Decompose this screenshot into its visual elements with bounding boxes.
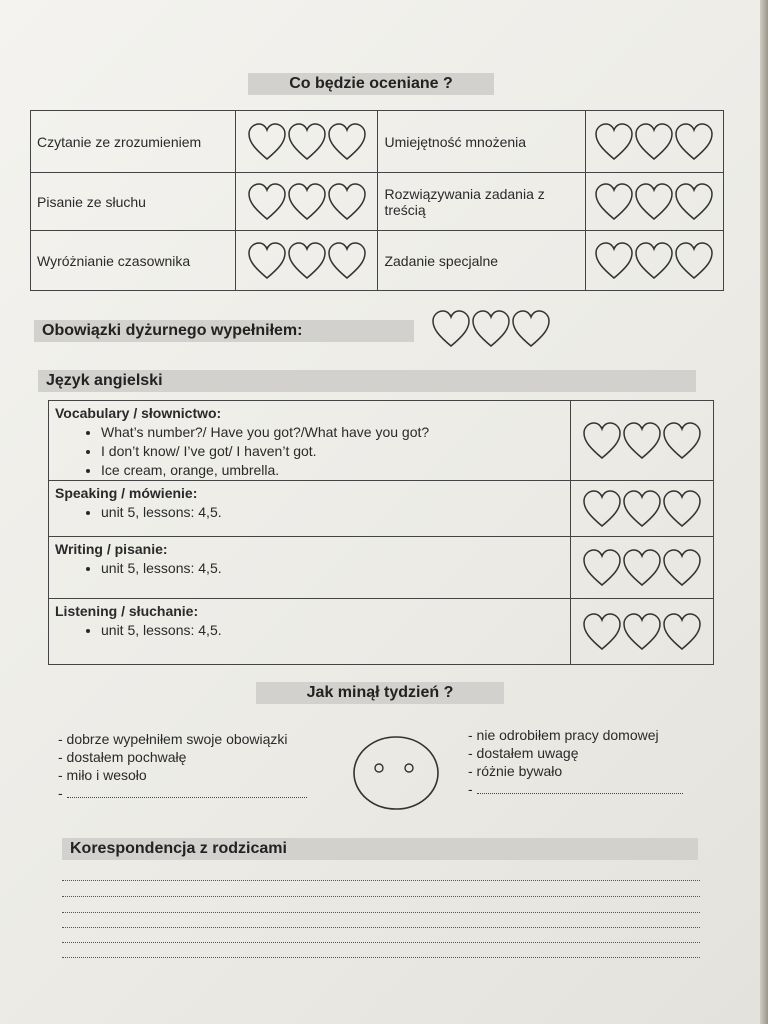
heart-icon bbox=[249, 243, 285, 278]
heart-rating[interactable] bbox=[571, 599, 714, 665]
week-option-blank[interactable]: - bbox=[468, 780, 683, 798]
skills-table bbox=[30, 110, 724, 291]
writing-line[interactable] bbox=[62, 896, 700, 897]
skill-label: Zadanie specjalne bbox=[378, 231, 586, 291]
blank-face-icon bbox=[350, 734, 442, 812]
row-heading: Listening / słuchanie: bbox=[55, 603, 199, 619]
heart-outline-icon bbox=[571, 419, 713, 463]
heart-outline-icon bbox=[571, 610, 713, 654]
heart-icon bbox=[329, 243, 365, 278]
week-options-right bbox=[468, 726, 683, 798]
english-row-writing bbox=[49, 537, 571, 599]
heart-rating[interactable] bbox=[236, 111, 378, 173]
skill-label: Pisanie ze słuchu bbox=[31, 173, 236, 231]
heart-icon bbox=[596, 243, 632, 278]
heart-icon bbox=[249, 124, 285, 159]
week-option[interactable]: - dostałem pochwałę bbox=[58, 749, 187, 765]
duty-label: Obowiązki dyżurnego wypełniłem: bbox=[34, 320, 414, 342]
heart-icon bbox=[249, 184, 285, 219]
heart-icon bbox=[676, 184, 712, 219]
heart-icon bbox=[636, 184, 672, 219]
week-option[interactable]: - nie odrobiłem pracy domowej bbox=[468, 727, 659, 743]
heart-icon bbox=[289, 124, 325, 159]
writing-line[interactable] bbox=[62, 912, 700, 913]
heart-icon bbox=[664, 550, 700, 585]
heart-icon bbox=[624, 550, 660, 585]
list-item: • I don’t know/ I’ve got/ I haven’t got. bbox=[101, 442, 564, 461]
heart-rating[interactable] bbox=[236, 231, 378, 291]
skill-label: Rozwiązywania zadania z treścią bbox=[378, 173, 586, 231]
english-table bbox=[48, 400, 714, 665]
heart-icon bbox=[636, 124, 672, 159]
heart-icon bbox=[664, 423, 700, 458]
skill-label: Umiejętność mnożenia bbox=[378, 111, 586, 173]
heart-icon bbox=[664, 614, 700, 649]
week-option[interactable]: - dostałem uwagę bbox=[468, 745, 579, 761]
heart-icon bbox=[636, 243, 672, 278]
heart-icon bbox=[433, 311, 469, 346]
heart-icon bbox=[676, 124, 712, 159]
heart-rating[interactable] bbox=[236, 173, 378, 231]
heart-outline-icon bbox=[242, 180, 371, 224]
heart-icon bbox=[289, 243, 325, 278]
heart-icon bbox=[596, 184, 632, 219]
heart-icon bbox=[329, 184, 365, 219]
heart-outline-icon bbox=[242, 120, 371, 164]
writing-line[interactable] bbox=[62, 927, 700, 928]
duty-heart-rating[interactable] bbox=[424, 305, 558, 353]
list-item: • Ice cream, orange, umbrella. bbox=[101, 461, 564, 480]
heart-outline-icon bbox=[592, 180, 717, 224]
heart-outline-icon bbox=[571, 487, 713, 531]
row-heading: Writing / pisanie: bbox=[55, 541, 168, 557]
heart-icon bbox=[584, 491, 620, 526]
week-option[interactable]: - różnie bywało bbox=[468, 763, 563, 779]
week-option-blank[interactable]: - bbox=[58, 784, 307, 802]
heart-icon bbox=[624, 614, 660, 649]
list-item: • unit 5, lessons: 4,5. bbox=[101, 621, 564, 640]
english-row-speaking bbox=[49, 481, 571, 537]
list-item: • unit 5, lessons: 4,5. bbox=[101, 559, 564, 578]
english-row-listening bbox=[49, 599, 571, 665]
heart-outline-icon bbox=[592, 120, 717, 164]
heart-icon bbox=[584, 423, 620, 458]
heart-icon bbox=[676, 243, 712, 278]
writing-line[interactable] bbox=[62, 957, 700, 958]
heart-outline-icon bbox=[592, 239, 717, 283]
heart-rating[interactable] bbox=[585, 231, 723, 291]
skill-label: Wyróżnianie czasownika bbox=[31, 231, 236, 291]
week-option[interactable]: - dobrze wypełniłem swoje obowiązki bbox=[58, 731, 288, 747]
writing-line[interactable] bbox=[62, 880, 700, 881]
english-section-title: Język angielski bbox=[38, 370, 696, 392]
heart-rating[interactable] bbox=[571, 537, 714, 599]
week-options-left bbox=[58, 730, 307, 802]
heart-icon bbox=[289, 184, 325, 219]
page-title: Co będzie oceniane ? bbox=[248, 73, 494, 95]
list-item: • What’s number?/ Have you got?/What have you got? bbox=[101, 423, 564, 442]
paper-edge bbox=[760, 0, 768, 1024]
heart-outline-icon bbox=[242, 239, 371, 283]
week-section-title: Jak minął tydzień ? bbox=[256, 682, 504, 704]
heart-icon bbox=[329, 124, 365, 159]
week-option[interactable]: - miło i wesoło bbox=[58, 767, 147, 783]
correspondence-section-title: Korespondencja z rodzicami bbox=[62, 838, 698, 860]
heart-outline-icon bbox=[429, 307, 553, 351]
skill-label: Czytanie ze zrozumieniem bbox=[31, 111, 236, 173]
row-heading: Vocabulary / słownictwo: bbox=[55, 405, 222, 421]
heart-outline-icon bbox=[571, 546, 713, 590]
heart-icon bbox=[473, 311, 509, 346]
english-row-vocabulary bbox=[49, 401, 571, 481]
list-item: • unit 5, lessons: 4,5. bbox=[101, 503, 564, 522]
heart-icon bbox=[596, 124, 632, 159]
heart-icon bbox=[624, 491, 660, 526]
heart-icon bbox=[584, 614, 620, 649]
heart-rating[interactable] bbox=[585, 111, 723, 173]
heart-icon bbox=[513, 311, 549, 346]
heart-rating[interactable] bbox=[571, 481, 714, 537]
heart-rating[interactable] bbox=[585, 173, 723, 231]
heart-rating[interactable] bbox=[571, 401, 714, 481]
writing-line[interactable] bbox=[62, 942, 700, 943]
heart-icon bbox=[584, 550, 620, 585]
heart-icon bbox=[664, 491, 700, 526]
row-heading: Speaking / mówienie: bbox=[55, 485, 198, 501]
heart-icon bbox=[624, 423, 660, 458]
